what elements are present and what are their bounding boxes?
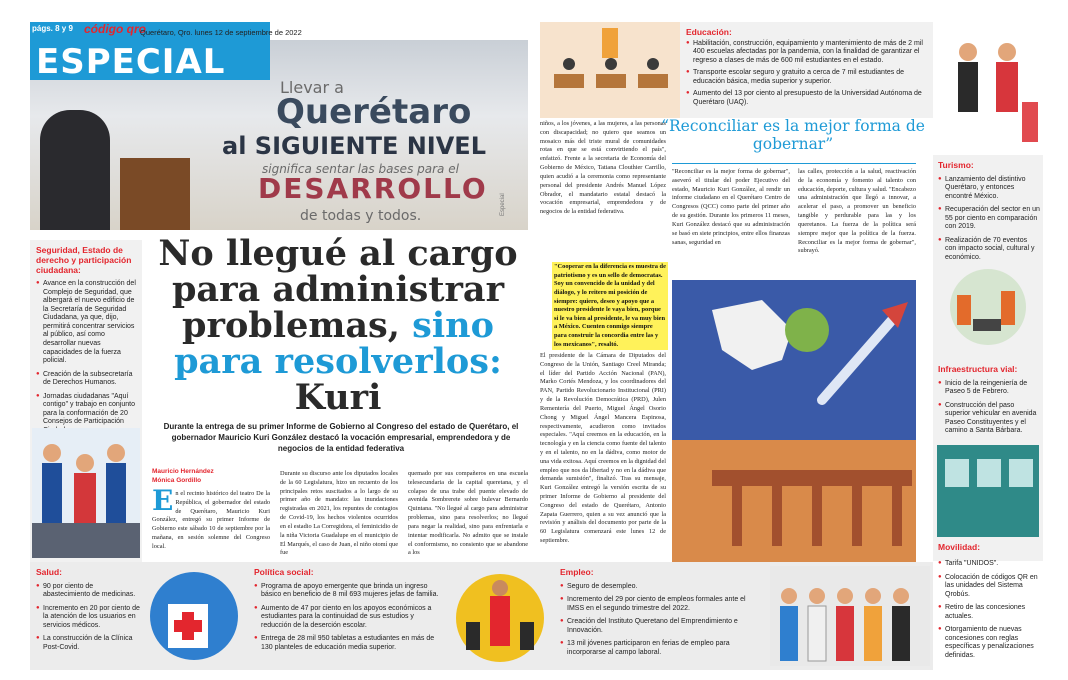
right-article-col-1: "Reconciliar es la mejor forma de gobernar", aseveró el titular del poder Ejecutivo del estado, Mauricio Kuri González, al rendir un informe ciudadano en el Querétaro Centro de Congresos (QCC) como parte del primer año de su gestión. Durante los primeros 11 meses, Kuri González destacó que su administración se basó en siete principios, entre ellos finanzas sanas, seguridad en [672, 168, 790, 246]
author-1: Mauricio Hernández [152, 468, 214, 475]
employment-item: ● Incremento del 29 por ciento de empleos formales ante el IMSS en el segundo trimestre del 2022. [560, 596, 760, 613]
dateline: Querétaro, Qro. lunes 12 de septiembre de 2022 [140, 28, 302, 37]
employment-item: ● 13 mil jóvenes participaron en ferias de empleo para incorporarse al campo laboral. [560, 640, 760, 657]
workers-illustration [770, 566, 930, 666]
byline [152, 468, 214, 486]
page-numbers: págs. 8 y 9 [32, 24, 73, 33]
column-1-text: n el recinto histórico del teatro De la República, el gobernador del estado de Querétaro, Mauricio Kuri González, entregó su primer Informe de Gobierno este sábado 10 de septiembre por la mañana, en sesión solemne del Congreso local. [152, 490, 270, 550]
tourism-item: ● Recuperación del sector en un 55 por ciento en comparación con 2019. [938, 206, 1040, 232]
infrastructure-heading: Infraestructura vial: [938, 364, 1018, 374]
headline-part-1: No llegué al cargo para administrar problemas, [158, 233, 518, 347]
tourism-item: ● Lanzamiento del distintivo Querétaro, y entonces encontré México. [938, 176, 1040, 202]
education-box [540, 22, 933, 118]
highlighted-quote: "Cooperar en la diferencia es muestra de patriotismo y es un sello de democratas. Soy un convencido de la unidad y del diálogo, y lo reitero mi posición de siempre: quiero, deseo y apoyo que a nuestro presidente le vaya bien, porque si le va bien al presidente, le va muy bien a México. Cuenten conmigo siempre para construir la concordia entre las y los mexicanos", resaltó. [552, 262, 668, 350]
middle-column-bottom: El presidente de la Cámara de Diputados del Congreso de la Unión, Santiago Creel Miranda; el líder del Partido Acción Nacional (PAN), Marko Cortés Mendoza, y los coordinadores del PAN, Partido Revolucionario Institucional (PRI) y de la Revolución Democrática (PRD), Julen Rementería del Puerto, Miguel Ángel Osorio Chong y Miguel Ángel Mancera Espinosa, respectivamente, acudieron como invitados especiales. "Aquí creemos en la educación, en la tecnología y en la ciencia como fuente del talento y en el talento, no en la dádiva, como motor de una vida exitosa. Aquí creemos en la dignidad del empleo que nos da libertad y no en la dádiva que demanda sumisión", finalizó. Tras su mensaje, Kuri González entregó la versión escrita de su primer Informe de Gobierno al presidente del Congreso del estado de Querétaro, Antonio Zapata Guerrero, quien a su vez anunció que la revisión y análisis del documento por parte de la 60 Legislatura comenzará este lunes 12 de septiembre. [540, 352, 666, 545]
headline-part-3: Kuri [294, 377, 382, 419]
bottom-band [30, 562, 933, 670]
social-policy-item: ● Entrega de 28 mil 950 tabletas a estudiantes en más de 130 planteles de educación media superior. [254, 635, 444, 652]
employment-item: ● Seguro de desempleo. [560, 583, 760, 592]
quote-title: “Reconciliar es la mejor forma de gobernar” [661, 117, 925, 153]
social-policy-item: ● Programa de apoyo emergente que brinda un ingreso básico en beneficio de 8 mil 693 mujeres jefas de familia. [254, 583, 444, 600]
security-item: ● Creación de la subsecretaría de Derechos Humanos. [36, 371, 136, 388]
article-headline [148, 233, 528, 419]
banner-line-6: de todas y todos. [300, 208, 422, 224]
article-subhead: Durante la entrega de su primer Informe de Gobierno al Congreso del estado de Querétaro, el gobernador Mauricio Kuri González destacó la vocación empresarial, emprendedora y de negocios de la entidad federativa [163, 422, 519, 453]
education-item: ● Aumento del 13 por ciento al presupuesto de la Universidad Autónoma de Querétaro (UAQ). [686, 90, 930, 107]
banner-line-3: al SIGUIENTE NIVEL [222, 132, 486, 160]
police-illustration [32, 428, 140, 558]
infrastructure-item: ● Inicio de la reingeniería de Paseo 5 de Febrero. [938, 380, 1040, 397]
employment-heading: Empleo: [560, 567, 594, 577]
governor-figure [40, 110, 110, 230]
education-item: ● Habilitación, construcción, equipamiento y mantenimiento de más de 2 mil 400 escuelas afectadas por la pandemia, con la finalidad de garantizar el regreso a clases de más de 600 mil estudiantes en el estado. [686, 40, 930, 66]
infrastructure-item: ● Construcción del paso superior vehicular en avenida Paseo Constituyentes y el camino a Santa Bárbara. [938, 402, 1040, 436]
banner-line-1: Llevar a [280, 78, 344, 97]
medicine-illustration [146, 568, 242, 664]
education-heading: Educación: [686, 27, 732, 37]
right-sidebar [933, 155, 1043, 561]
roadwork-illustration [937, 267, 1039, 347]
mobility-heading: Movilidad: [938, 542, 981, 552]
health-item: ● Incremento en 20 por ciento de la atención de los usuarios en servicios médicos. [36, 605, 140, 631]
social-policy-heading: Política social: [254, 567, 314, 577]
right-article-col-2: las calles, protección a la salud, reactivación de la economía y fomento al talento con educación, deporte, cultura y salud. "Encabezo una administración que llegó a innovar, a acelerar el paso, a promover un beneficio tangible y perdurable para las y los queretanos. La fuerza de la política será siempre mejor que la política de la fuerza. Reconciliar es la mejor forma de gobernar", subrayó. [798, 168, 916, 255]
banner-line-5: DESARROLLO [258, 172, 488, 205]
security-sidebar [30, 240, 142, 562]
author-2: Mónica Gordillo [152, 476, 202, 484]
health-item: ● La construcción de la Clínica Post-Covid. [36, 635, 140, 652]
tourism-item: ● Realización de 70 eventos con impacto social, cultural y económico. [938, 237, 1040, 263]
mobility-item: ● Retiro de las concesiones actuales. [938, 604, 1042, 621]
headline-part-2: sino para resolverlos: [174, 305, 502, 383]
classroom-illustration [540, 22, 680, 118]
mobility-list [938, 560, 1042, 660]
section-title: ESPECIAL [36, 42, 226, 82]
mobility-item: ● Tarifa "UNIDOS". [938, 560, 1042, 569]
health-heading: Salud: [36, 567, 62, 577]
banner-line-4: significa sentar las bases para el [262, 162, 459, 176]
health-item: ● 90 por ciento de abastecimiento de medicinas. [36, 583, 140, 600]
brand-logo: código qro [84, 22, 146, 36]
security-item: ● Jornadas ciudadanas "Aquí contigo" y trabajo en conjunto para la conformación de 20 Consejos de Participación [36, 393, 136, 436]
photo-credit: Especial [500, 193, 506, 216]
dropcap: E [152, 484, 174, 517]
security-heading: Seguridad, Estado de derecho y participación ciudadana: [36, 245, 132, 275]
quote-rule [672, 163, 916, 164]
article-column-3: quemado por sus compañeros en una escuela telesecundaria de la capital queretana, y el colapso de una trabe del puente elevado de avenida Sombrerete sobre bulevar Bernardo Quintana. "No llegué al cargo para administrar problemas, sino para resolverlos; no llegué para negar la realidad, sino para enfrentarla e intentar modificarla. No admito que se instale el conformismo, no consiento que se abandone a los [408, 470, 528, 557]
mobility-item: ● Otorgamiento de nuevas concesiones con reglas específicas y penalizaciones definidas. [938, 626, 1042, 660]
bus-illustration [937, 445, 1039, 537]
mobility-item: ● Colocación de códigos QR en las unidades del Sistema Qrobús. [938, 574, 1042, 600]
article-column-2: Durante su discurso ante los diputados locales de la 60 Legislatura, hizo un recuento de los principales retos suscitados a lo largo de su primer año de mandato: las inundaciones registradas en 2021, los repuntes de contagios de Covid-19, los hechos violentos ocurridos en el estadio La Corregidora, el feminicidio de la niña Victoria Guadalupe en el municipio de El Marqués, el caso de Juan, el niño otomí que fue [280, 470, 398, 557]
family-illustration [450, 566, 550, 666]
banner-line-2: Querétaro [276, 92, 472, 132]
queretaro-aqueduct-illustration [672, 280, 916, 562]
podium [120, 158, 190, 230]
security-item: ● Avance en la construcción del Complejo de Seguridad, que albergará el nuevo edificio de la Secretaría de Seguridad Ciudadana, ya que, dijo, permitirá concentrar servicios al público, así como desarrollar nuevas capacidades de la fuerza policial. [36, 280, 136, 365]
social-policy-item: ● Aumento de 47 por ciento en los apoyos económicos a estudiantes para la continuidad de sus estudios y reducción de la deserción escolar. [254, 605, 444, 631]
middle-column-top: niños, a los jóvenes, a las mujeres, a las personas con discapacidad; no quiero que seamos un mosaico más del triste mural de comunidades rotas en que se está convirtiendo el país", enfatizó. Frente a la secretaria de Economía del Gobierno de México, Tatiana Clouthier Carrillo, quien acudió a la ceremonia como representante personal del presidente Andrés Manuel López Obrador, el mandatario estatal destacó la vocación empresarial, emprendedora y de negocios de la entidad federativa. [540, 120, 666, 216]
article-column-1 [152, 484, 270, 552]
education-item: ● Transporte escolar seguro y gratuito a cerca de 7 mil estudiantes de educación básica, media superior y superior. [686, 69, 930, 86]
tourism-heading: Turismo: [938, 160, 974, 170]
employment-item: ● Creación del Instituto Queretano del Emprendimiento e Innovación. [560, 618, 760, 635]
tourists-illustration [934, 22, 1044, 152]
